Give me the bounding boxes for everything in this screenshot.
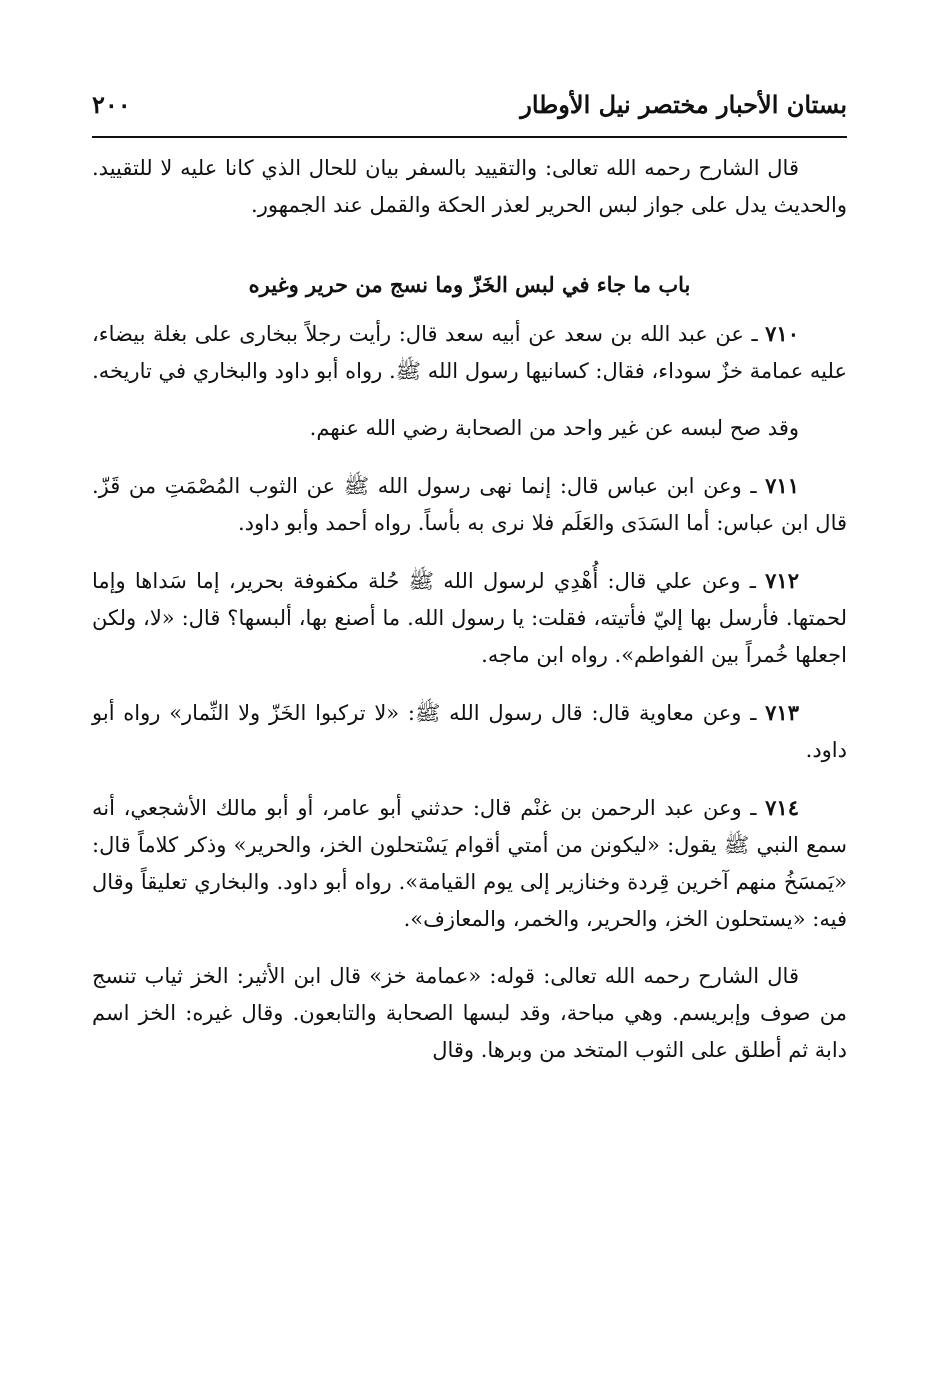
hadith-number: ٧١٢ <box>765 568 799 593</box>
hadith-number: ٧١٣ <box>765 700 799 725</box>
chapter-heading: باب ما جاء في لبس الخَزّ وما نسج من حرير وغيره <box>248 272 691 297</box>
hadith-text: ـ وعن معاوية قال: قال رسول الله ﷺ: «لا تركبوا الخَزّ ولا النِّمار» رواه أبو داود. <box>92 701 847 762</box>
page-body <box>92 150 847 1089</box>
running-title: بستان الأحبار مختصر نيل الأوطار <box>520 90 847 119</box>
hadith-text: ـ وعن علي قال: أُهْدِي لرسول الله ﷺ حُلة مكفوفة بحرير، إما سَداها وإما لحمتها. فأرسل بها إليّ فأتيته، فقلت: يا رسول الله. ما أصنع بها، ألبسها؟ قال: «لا، ولكن اجعلها خُمراً بين الفواطم». رواه ابن ماجه. <box>92 569 847 667</box>
closing-commentary: قال الشارح رحمه الله تعالى: قوله: «عمامة خز» قال ابن الأثير: الخز ثياب تنسج من صوف وإبريسم. وهي مباحة، وقد لبسها الصحابة والتابعون. وقال غيره: الخز اسم دابة ثم أطلق على الثوب المتخد من وبرها. وقال <box>92 964 847 1062</box>
hadith-714 <box>92 789 847 938</box>
hadith-note-text: وقد صح لبسه عن غير واحد من الصحابة رضي الله عنهم. <box>309 416 799 440</box>
hadith-text: ـ وعن ابن عباس قال: إنما نهى رسول الله ﷺ عن الثوب المُصْمَتِ من قَزّ. قال ابن عباس: أما السَدَى والعَلَم فلا نرى به بأساً. رواه أحمد وأبو داود. <box>92 474 847 535</box>
hadith-number: ٧١٠ <box>765 321 799 346</box>
hadith-note <box>92 410 847 447</box>
hadith-711 <box>92 467 847 542</box>
hadith-713 <box>92 694 847 769</box>
hadith-text: ـ عن عبد الله بن سعد عن أبيه سعد قال: رأيت رجلاً ببخارى على بغلة بيضاء، عليه عمامة خزٌ سوداء، فقال: كسانيها رسول الله ﷺ. رواه أبو داود والبخاري في تاريخه. <box>92 322 847 383</box>
commentary-paragraph: قال الشارح رحمه الله تعالى: والتقييد بالسفر بيان للحال الذي كانا عليه لا للتقييد. والحديث يدل على جواز لبس الحرير لعذر الحكة والقمل عند الجمهور. <box>92 156 847 217</box>
page-header <box>92 86 847 138</box>
hadith-712 <box>92 562 847 674</box>
hadith-text: ـ وعن عبد الرحمن بن غنْم قال: حدثني أبو عامر، أو أبو مالك الأشجعي، أنه سمع النبي ﷺ يقول: «ليكونن من أمتي أقوام يَسْتحلون الخز، والحرير» وذكر كلاماً قال: «يَمسَخُ منهم آخرين قِردة وخنازير إلى يوم القيامة». رواه أبو داود. والبخاري تعليقاً وقال فيه: «يستحلون الخز، والحرير، والخمر، والمعازف». <box>92 796 847 931</box>
page-number: ٢٠٠ <box>92 90 131 119</box>
hadith-number: ٧١٤ <box>765 795 799 820</box>
hadith-710 <box>92 315 847 390</box>
hadith-number: ٧١١ <box>765 473 799 498</box>
